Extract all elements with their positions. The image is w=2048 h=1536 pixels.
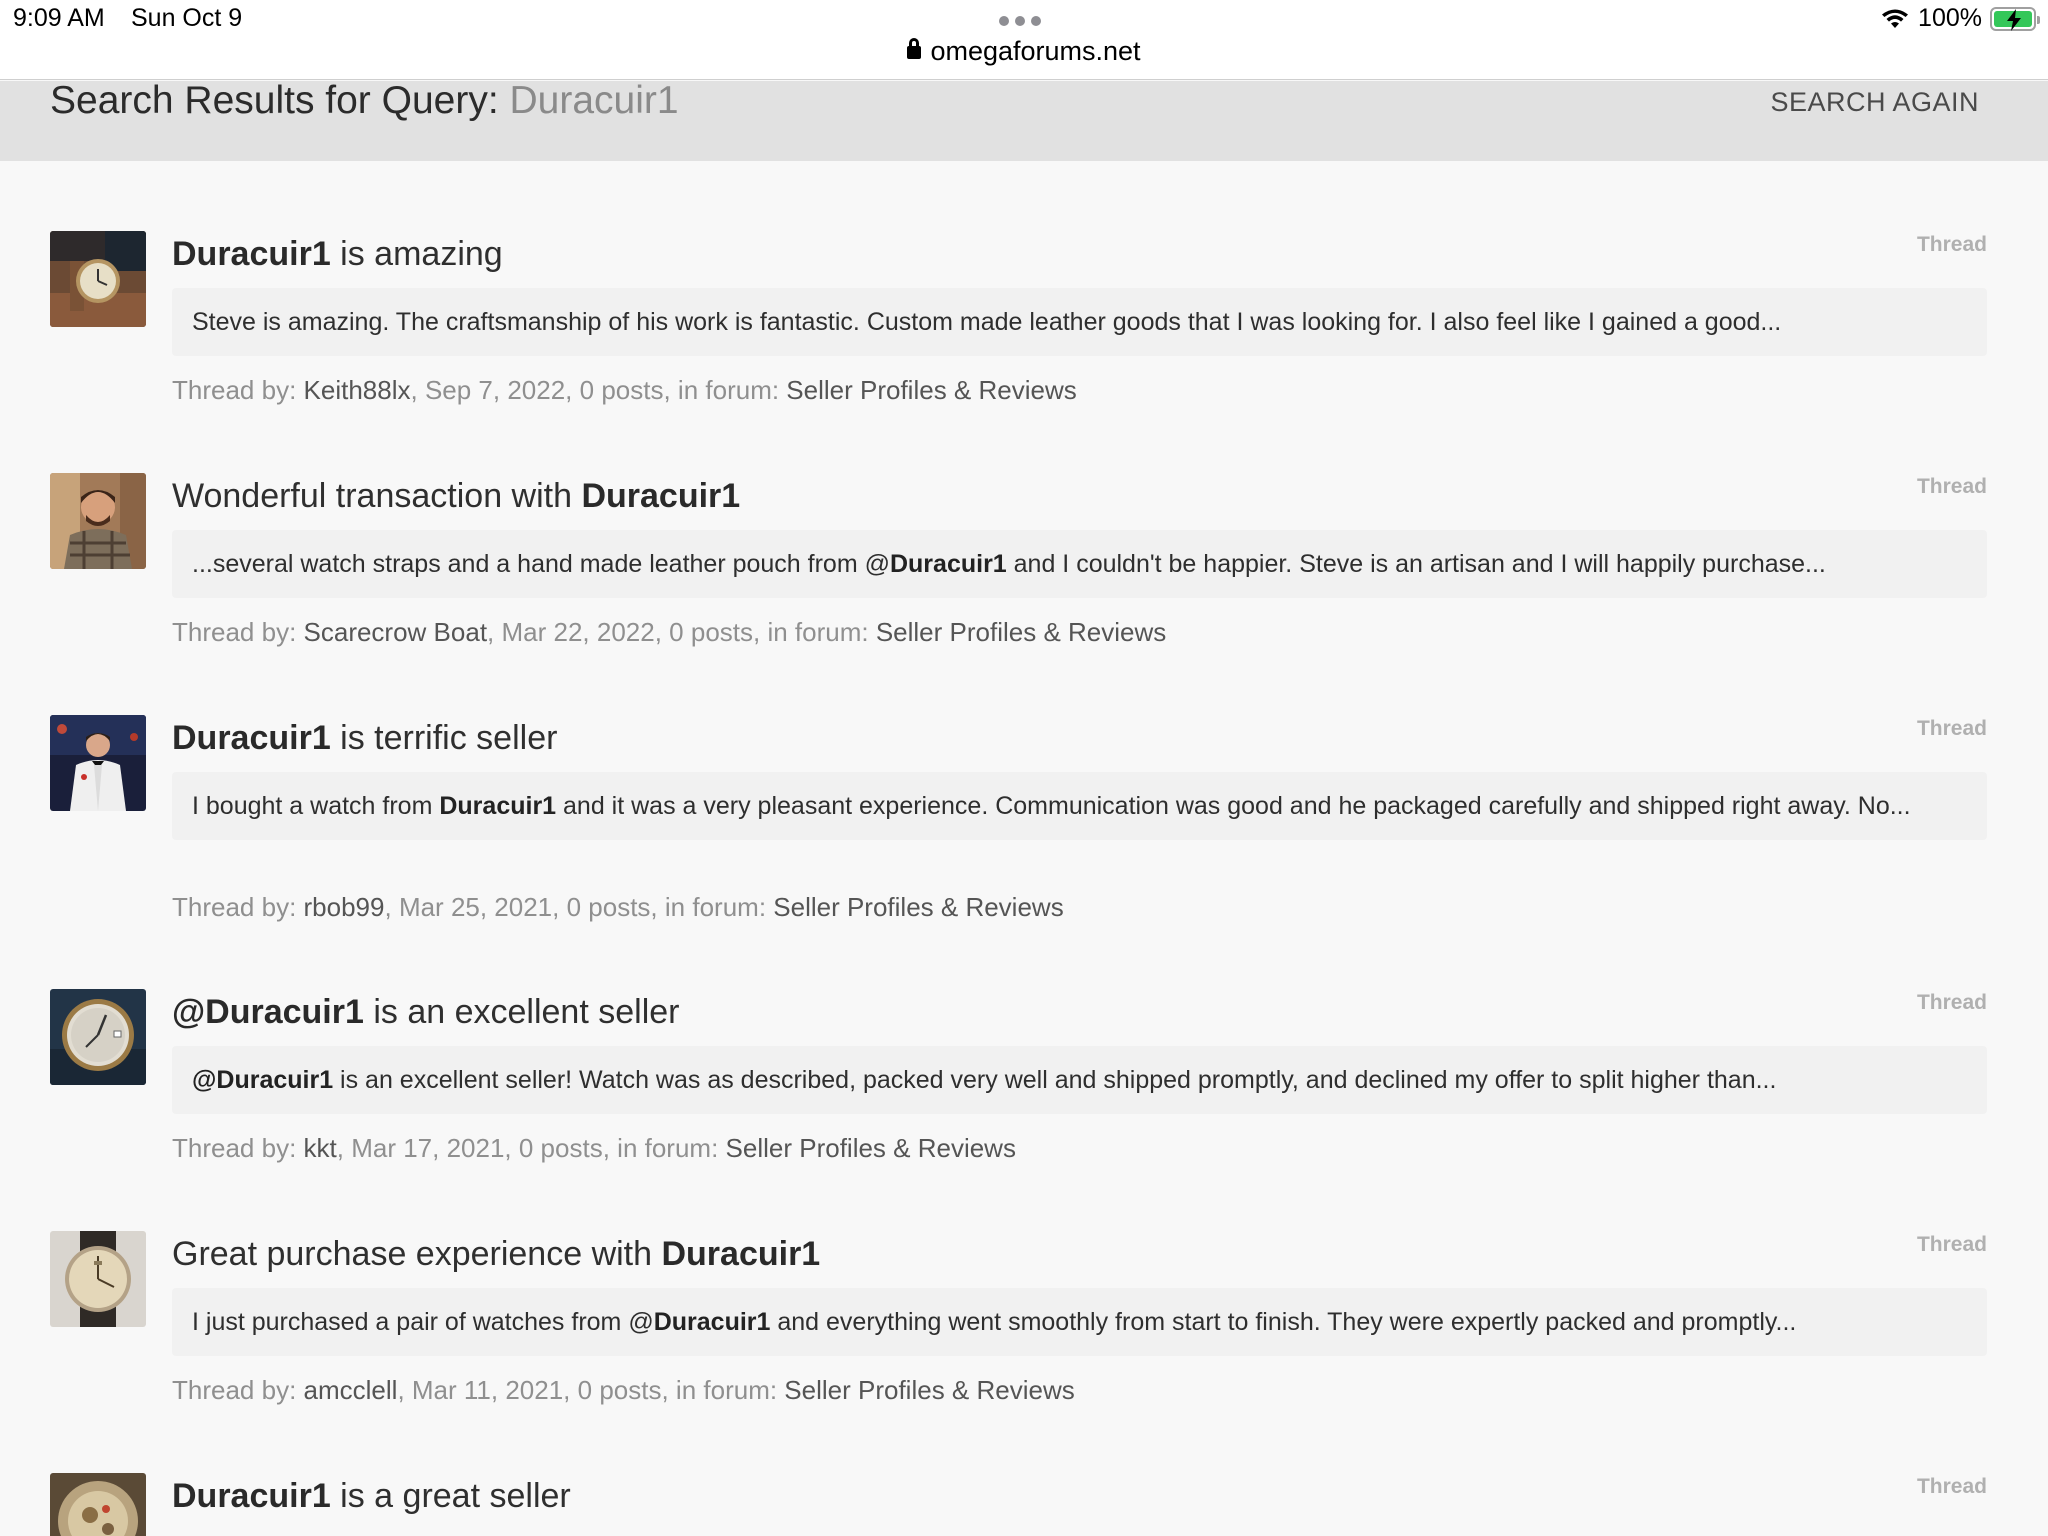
snippet-text: I bought a watch from bbox=[192, 792, 440, 820]
snippet-text: and everything went smoothly from start to finish. They were expertly packed and promptly... bbox=[770, 1308, 1797, 1336]
result-title-link[interactable] bbox=[172, 1235, 820, 1274]
result-snippet bbox=[172, 1288, 1987, 1356]
url-text: omegaforums.net bbox=[930, 36, 1141, 66]
snippet-highlight: Duracuir1 bbox=[653, 1308, 771, 1336]
watch-on-wrist-photo-icon bbox=[50, 231, 146, 327]
result-title-link[interactable] bbox=[172, 719, 557, 758]
battery-percent: 100% bbox=[1918, 4, 1982, 32]
status-bar bbox=[0, 0, 2048, 80]
result-meta: Thread by: kkt, Mar 17, 2021, 0 posts, in forum: Seller Profiles & Reviews bbox=[172, 1133, 1016, 1163]
author-link[interactable]: kkt bbox=[303, 1133, 337, 1163]
watch-movement-photo-icon bbox=[50, 1473, 146, 1536]
result-type-label: Thread bbox=[1916, 717, 1987, 740]
result-snippet bbox=[172, 1046, 1987, 1114]
search-again-button[interactable]: SEARCH AGAIN bbox=[1770, 87, 1979, 117]
post-count: 0 posts, bbox=[669, 617, 761, 647]
result-type-label: Thread bbox=[1916, 233, 1987, 256]
result-title-link[interactable] bbox=[172, 235, 503, 274]
title-highlight: Duracuir1 bbox=[172, 719, 331, 757]
status-time: 9:09 AM bbox=[13, 4, 105, 32]
battery-icon bbox=[1990, 7, 2036, 31]
wifi-icon bbox=[1880, 8, 1910, 30]
result-snippet bbox=[172, 288, 1987, 356]
avatar[interactable] bbox=[50, 473, 146, 569]
snippet-highlight: Duracuir1 bbox=[889, 550, 1007, 578]
result-meta: Thread by: Scarecrow Boat, Mar 22, 2022, 0 posts, in forum: Seller Profiles & Reviews bbox=[172, 617, 1167, 647]
search-title bbox=[50, 81, 679, 121]
post-date: Mar 22, 2022, bbox=[501, 617, 662, 647]
meta-label: in forum: bbox=[657, 892, 774, 922]
forum-link[interactable]: Seller Profiles & Reviews bbox=[784, 1375, 1075, 1405]
title-text: is terrific seller bbox=[330, 719, 558, 757]
forum-link[interactable]: Seller Profiles & Reviews bbox=[725, 1133, 1016, 1163]
title-highlight: Duracuir1 bbox=[205, 993, 364, 1031]
post-date: Mar 17, 2021, bbox=[351, 1133, 512, 1163]
meta-label: Thread by: bbox=[172, 1375, 304, 1405]
snippet-text: and I couldn't be happier. Steve is an artisan and I will happily purchase... bbox=[1006, 550, 1826, 578]
post-date: Mar 25, 2021, bbox=[398, 892, 560, 922]
snippet-highlight: Duracuir1 bbox=[439, 792, 557, 820]
avatar[interactable] bbox=[50, 231, 146, 327]
post-date: Sep 7, 2022, bbox=[424, 375, 573, 405]
avatar[interactable] bbox=[50, 989, 146, 1085]
post-count: 0 posts, bbox=[518, 1133, 610, 1163]
man-in-white-dinner-jacket-photo-icon bbox=[50, 715, 146, 811]
post-count: 0 posts, bbox=[579, 375, 671, 405]
result-title-link[interactable] bbox=[172, 993, 680, 1032]
author-link[interactable]: Scarecrow Boat bbox=[303, 617, 488, 647]
author-link[interactable]: Keith88lx bbox=[303, 375, 411, 405]
post-date: Mar 11, 2021, bbox=[411, 1375, 571, 1405]
result-type-label: Thread bbox=[1916, 475, 1987, 498]
meta-label: in forum: bbox=[668, 1375, 785, 1405]
meta-label: Thread by: bbox=[172, 617, 304, 647]
post-count: 0 posts, bbox=[566, 892, 658, 922]
battery-fill bbox=[1994, 11, 2032, 27]
forum-link[interactable]: Seller Profiles & Reviews bbox=[773, 892, 1064, 922]
title-text: Wonderful transaction with bbox=[172, 477, 582, 515]
forum-link[interactable]: Seller Profiles & Reviews bbox=[875, 617, 1167, 647]
title-highlight: Duracuir1 bbox=[172, 235, 331, 273]
avatar[interactable] bbox=[50, 1231, 146, 1327]
snippet-text: Steve is amazing. The craftsmanship of his work is fantastic. Custom made leather goods that I was looking for. I also feel like I gained a good... bbox=[192, 308, 1782, 336]
avatar[interactable] bbox=[50, 715, 146, 811]
title-highlight: Duracuir1 bbox=[581, 477, 741, 515]
meta-label: Thread by: bbox=[172, 375, 304, 405]
title-highlight: Duracuir1 bbox=[661, 1235, 821, 1273]
forum-link[interactable]: Seller Profiles & Reviews bbox=[786, 375, 1077, 405]
man-in-plaid-shirt-photo-icon bbox=[50, 473, 146, 569]
result-snippet bbox=[172, 772, 1987, 840]
title-highlight: Duracuir1 bbox=[172, 1477, 331, 1515]
title-text: Great purchase experience with bbox=[172, 1235, 662, 1273]
vintage-watch-dial-photo-icon bbox=[50, 989, 146, 1085]
avatar[interactable] bbox=[50, 1473, 146, 1536]
result-meta: Thread by: Keith88lx, Sep 7, 2022, 0 posts, in forum: Seller Profiles & Reviews bbox=[172, 375, 1077, 405]
title-text: is amazing bbox=[330, 235, 503, 273]
cream-dial-watch-photo-icon bbox=[50, 1231, 146, 1327]
result-type-label: Thread bbox=[1916, 1475, 1987, 1498]
search-query: Duracuir1 bbox=[509, 79, 679, 122]
title-text: is an excellent seller bbox=[363, 993, 680, 1031]
result-type-label: Thread bbox=[1916, 1233, 1987, 1256]
snippet-text: and it was a very pleasant experience. Communication was good and he packaged carefully and shipped right away. No... bbox=[556, 792, 1911, 820]
lock-icon bbox=[907, 46, 921, 59]
snippet-text: I just purchased a pair of watches from @ bbox=[192, 1308, 654, 1336]
search-title-prefix: Search Results for Query: bbox=[50, 79, 510, 122]
result-snippet bbox=[172, 530, 1987, 598]
author-link[interactable]: rbob99 bbox=[303, 892, 385, 922]
result-meta: Thread by: rbob99, Mar 25, 2021, 0 posts, in forum: Seller Profiles & Reviews bbox=[172, 892, 1064, 922]
snippet-text: is an excellent seller! Watch was as described, packed very well and shipped promptly, and declined my offer to split higher than... bbox=[333, 1066, 1777, 1094]
author-link[interactable]: amcclell bbox=[303, 1375, 398, 1405]
result-title-link[interactable] bbox=[172, 1477, 571, 1516]
snippet-text: ...several watch straps and a hand made leather pouch from @ bbox=[192, 550, 890, 578]
meta-label: in forum: bbox=[670, 375, 787, 405]
result-meta: Thread by: amcclell, Mar 11, 2021, 0 posts, in forum: Seller Profiles & Reviews bbox=[172, 1375, 1075, 1405]
search-header bbox=[0, 81, 2048, 161]
meta-label: Thread by: bbox=[172, 1133, 304, 1163]
result-title-link[interactable] bbox=[172, 477, 740, 516]
snippet-highlight: Duracuir1 bbox=[216, 1066, 334, 1094]
title-highlight: @ bbox=[172, 993, 206, 1031]
multitasking-dots-icon[interactable] bbox=[999, 16, 1041, 26]
url-bar[interactable] bbox=[0, 36, 2048, 67]
snippet-highlight: @ bbox=[192, 1066, 217, 1094]
status-indicators bbox=[1880, 4, 2036, 33]
charging-bolt-icon bbox=[2004, 9, 2024, 31]
post-count: 0 posts, bbox=[577, 1375, 669, 1405]
title-text: is a great seller bbox=[330, 1477, 571, 1515]
result-type-label: Thread bbox=[1916, 991, 1987, 1014]
meta-label: Thread by: bbox=[172, 892, 304, 922]
status-date: Sun Oct 9 bbox=[131, 4, 243, 32]
meta-label: in forum: bbox=[760, 617, 876, 647]
meta-label: in forum: bbox=[609, 1133, 726, 1163]
